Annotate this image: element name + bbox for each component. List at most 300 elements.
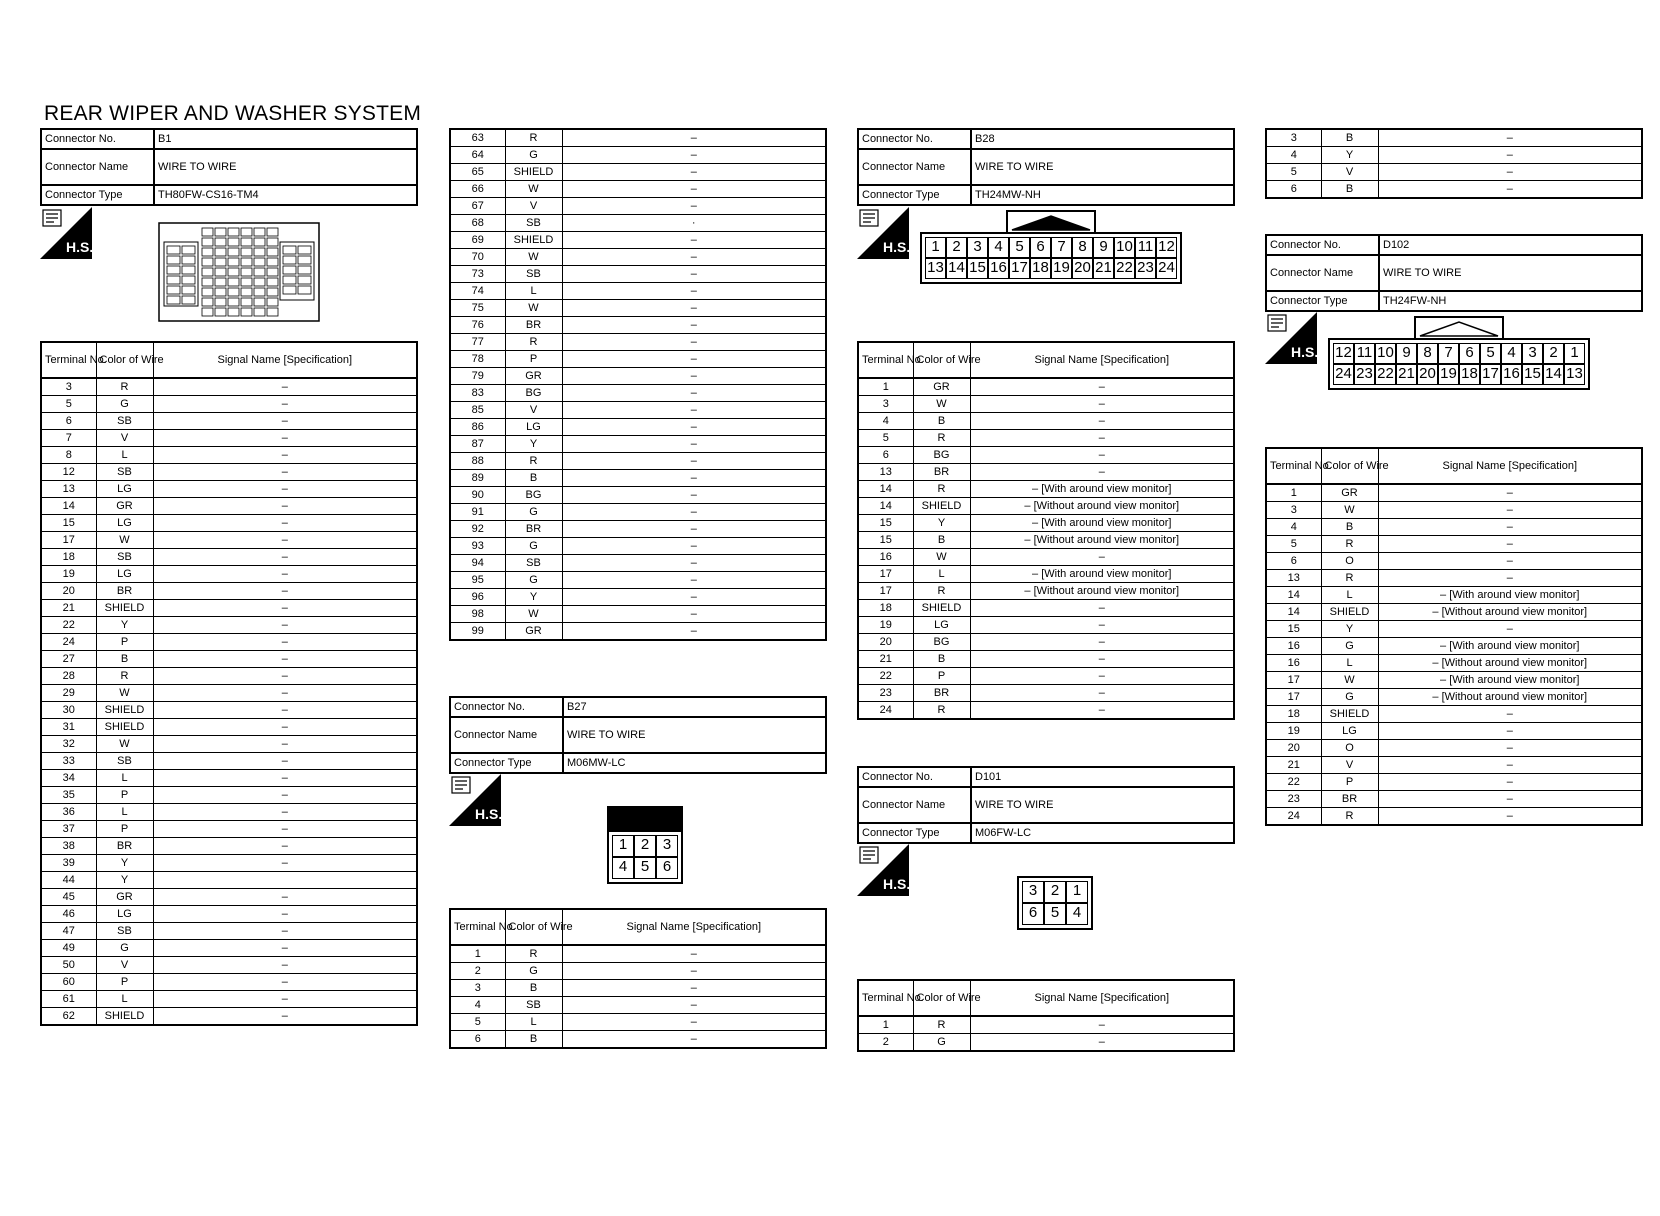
wire-color: L (505, 1014, 562, 1031)
connector-pin: 23 (1354, 364, 1375, 385)
table-row (1266, 484, 1642, 502)
signal-name: – [Without around view monitor] (1378, 689, 1642, 706)
connector-pin: 14 (1543, 364, 1564, 385)
harness-side-icon (40, 207, 92, 259)
signal-name: – (970, 549, 1234, 566)
wire-color: LG (96, 566, 153, 583)
table-row (450, 368, 826, 385)
connector-pin-row (1333, 364, 1585, 385)
terminal-no: 47 (41, 923, 96, 940)
terminal-no: 3 (41, 378, 96, 396)
signal-name: – (562, 504, 826, 521)
b1-info (40, 128, 418, 206)
table-row (450, 487, 826, 504)
table-row (450, 997, 826, 1014)
table-row (450, 453, 826, 470)
signal-name: – (153, 736, 417, 753)
table-row (1266, 502, 1642, 519)
wire-color: LG (96, 906, 153, 923)
wire-color: B (913, 651, 970, 668)
header-color: Color of Wire (505, 909, 562, 945)
wire-color: P (1321, 774, 1378, 791)
terminal-no: 61 (41, 991, 96, 1008)
connector-pin: 20 (1417, 364, 1438, 385)
terminal-no: 67 (450, 198, 505, 215)
table-row (41, 651, 417, 668)
terminal-no: 5 (1266, 164, 1321, 181)
wire-color: G (505, 538, 562, 555)
signal-name: – (1378, 129, 1642, 147)
table-row (1266, 621, 1642, 638)
table-row (858, 413, 1234, 430)
table-row (450, 164, 826, 181)
wire-color: GR (96, 498, 153, 515)
signal-name: – (562, 351, 826, 368)
signal-name: – (562, 453, 826, 470)
connector-pin: 5 (634, 857, 656, 879)
terminal-no: 50 (41, 957, 96, 974)
terminal-no: 8 (41, 447, 96, 464)
signal-name: – (970, 651, 1234, 668)
wire-color: W (505, 606, 562, 623)
terminal-no: 77 (450, 334, 505, 351)
table-row (858, 617, 1234, 634)
signal-name: – (1378, 164, 1642, 181)
terminal-no: 5 (450, 1014, 505, 1031)
connector-pin-row (612, 857, 678, 879)
table-row (450, 283, 826, 300)
b28-connector-diagram (920, 232, 1182, 284)
signal-name: – (970, 702, 1234, 720)
table-row (41, 668, 417, 685)
terminal-no: 17 (858, 566, 913, 583)
signal-name: – (153, 804, 417, 821)
signal-name: – (1378, 181, 1642, 199)
signal-name: – (970, 617, 1234, 634)
signal-name: – (970, 1016, 1234, 1034)
table-row (858, 685, 1234, 702)
terminal-no: 18 (1266, 706, 1321, 723)
d102-connector-name: WIRE TO WIRE (1379, 255, 1642, 291)
hs-label: H.S. (883, 239, 911, 255)
wire-color: BR (1321, 791, 1378, 808)
connector-pin: 24 (1156, 258, 1177, 279)
wire-color: GR (505, 623, 562, 641)
wire-color: B (1321, 129, 1378, 147)
signal-name: – (970, 447, 1234, 464)
connector-hood (1006, 210, 1096, 232)
signal-name: – (970, 413, 1234, 430)
connector-pin: 21 (1396, 364, 1417, 385)
signal-name: – (153, 498, 417, 515)
terminal-no: 7 (41, 430, 96, 447)
wire-color: LG (1321, 723, 1378, 740)
terminal-no: 79 (450, 368, 505, 385)
header-signal: Signal Name [Specification] (970, 980, 1234, 1016)
signal-name: – (1378, 484, 1642, 502)
terminal-no: 73 (450, 266, 505, 283)
wire-color: V (505, 402, 562, 419)
signal-name: – (153, 974, 417, 991)
wire-color: R (913, 1016, 970, 1034)
signal-name: – (562, 147, 826, 164)
terminal-no: 14 (858, 498, 913, 515)
label-connector-type: Connector Type (41, 185, 154, 205)
signal-name: – (153, 940, 417, 957)
terminal-no: 35 (41, 787, 96, 804)
b27-connector-name: WIRE TO WIRE (563, 717, 826, 753)
signal-name: – (153, 430, 417, 447)
signal-name: – (562, 300, 826, 317)
wire-color: R (96, 668, 153, 685)
signal-name: – (153, 770, 417, 787)
table-row (41, 600, 417, 617)
terminal-no: 24 (41, 634, 96, 651)
table-row (41, 855, 417, 872)
wire-color: G (505, 572, 562, 589)
b1-connector-diagram (158, 222, 320, 322)
table-row (450, 215, 826, 232)
signal-name: – (562, 555, 826, 572)
b28-pin-table (857, 341, 1235, 720)
label-connector-no: Connector No. (1266, 235, 1379, 255)
signal-name: – (970, 430, 1234, 447)
terminal-no: 92 (450, 521, 505, 538)
signal-name: – (970, 685, 1234, 702)
terminal-no: 60 (41, 974, 96, 991)
signal-name: – (153, 378, 417, 396)
label-connector-name: Connector Name (858, 149, 971, 185)
header-color: Color of Wire (913, 342, 970, 378)
terminal-no: 18 (858, 600, 913, 617)
header-signal: Signal Name [Specification] (562, 909, 826, 945)
terminal-no: 22 (858, 668, 913, 685)
table-row (858, 651, 1234, 668)
terminal-no: 27 (41, 651, 96, 668)
terminal-no: 94 (450, 555, 505, 572)
connector-pin: 2 (1044, 881, 1066, 903)
wire-color: BG (913, 447, 970, 464)
harness-side-icon (1265, 312, 1317, 364)
wire-color: P (96, 821, 153, 838)
signal-name: – (562, 963, 826, 980)
wire-color: O (1321, 553, 1378, 570)
signal-name: – (1378, 808, 1642, 826)
terminal-no: 13 (858, 464, 913, 481)
wire-color: W (505, 249, 562, 266)
signal-name: – (1378, 757, 1642, 774)
terminal-no: 31 (41, 719, 96, 736)
wire-color: W (1321, 502, 1378, 519)
header-color: Color of Wire (96, 342, 153, 378)
table-row (858, 1016, 1234, 1034)
wire-color: P (96, 787, 153, 804)
signal-name: – [Without around view monitor] (1378, 604, 1642, 621)
terminal-no: 16 (1266, 655, 1321, 672)
connector-pin: 13 (925, 258, 946, 279)
d101-connector-diagram (1017, 876, 1093, 930)
connector-pin-row (925, 258, 1177, 279)
terminal-no: 19 (858, 617, 913, 634)
signal-name: – (562, 181, 826, 198)
wire-color: BR (913, 464, 970, 481)
label-connector-name: Connector Name (1266, 255, 1379, 291)
label-connector-no: Connector No. (858, 767, 971, 787)
table-row (41, 923, 417, 940)
wire-color: L (1321, 587, 1378, 604)
connector-pin: 20 (1072, 258, 1093, 279)
signal-name: – (153, 464, 417, 481)
terminal-no: 83 (450, 385, 505, 402)
wire-color: R (505, 945, 562, 963)
table-row (1266, 181, 1642, 199)
wire-color: B (505, 1031, 562, 1049)
wire-color: P (505, 351, 562, 368)
connector-pin: 17 (1009, 258, 1030, 279)
wire-color: SHIELD (96, 719, 153, 736)
wire-color: R (1321, 570, 1378, 587)
table-row (1266, 774, 1642, 791)
wire-color: GR (505, 368, 562, 385)
table-row (450, 249, 826, 266)
wire-color: GR (96, 889, 153, 906)
signal-name: – (153, 634, 417, 651)
signal-name: – (970, 668, 1234, 685)
terminal-no: 5 (41, 396, 96, 413)
terminal-no: 19 (41, 566, 96, 583)
header-color: Color of Wire (913, 980, 970, 1016)
table-row (41, 838, 417, 855)
wire-color: R (913, 481, 970, 498)
wire-color: SB (96, 753, 153, 770)
wire-color: O (1321, 740, 1378, 757)
d102-info (1265, 234, 1643, 312)
table-row (858, 668, 1234, 685)
signal-name: – (562, 589, 826, 606)
table-row (450, 147, 826, 164)
signal-name: – (153, 413, 417, 430)
connector-pin: 22 (1114, 258, 1135, 279)
signal-name: – (562, 317, 826, 334)
terminal-no: 39 (41, 855, 96, 872)
terminal-no: 12 (41, 464, 96, 481)
terminal-no: 14 (1266, 587, 1321, 604)
signal-name: – (1378, 723, 1642, 740)
signal-name: – (153, 668, 417, 685)
wire-color: L (913, 566, 970, 583)
wire-color: W (505, 300, 562, 317)
table-row (450, 521, 826, 538)
table-row (41, 685, 417, 702)
wire-color: L (96, 770, 153, 787)
terminal-no: 6 (41, 413, 96, 430)
terminal-no: 34 (41, 770, 96, 787)
label-connector-type: Connector Type (858, 185, 971, 205)
table-row (1266, 672, 1642, 689)
b27-pin-table (449, 908, 827, 1049)
terminal-no: 22 (1266, 774, 1321, 791)
d101-pin-table (857, 979, 1235, 1052)
signal-name: – (562, 980, 826, 997)
connector-pin: 7 (1438, 343, 1459, 364)
table-row (1266, 808, 1642, 826)
terminal-no: 74 (450, 283, 505, 300)
terminal-no: 28 (41, 668, 96, 685)
wire-color: SB (505, 555, 562, 572)
table-row (858, 583, 1234, 600)
signal-name: – [With around view monitor] (970, 566, 1234, 583)
signal-name: – (153, 600, 417, 617)
wire-color: B (505, 980, 562, 997)
signal-name: – [With around view monitor] (970, 515, 1234, 532)
table-row (1266, 570, 1642, 587)
wire-color: W (913, 549, 970, 566)
signal-name: – (562, 419, 826, 436)
table-row (858, 515, 1234, 532)
wire-color: R (505, 129, 562, 147)
table-row (41, 702, 417, 719)
b1-pin-table (40, 341, 418, 1026)
signal-name: – (1378, 147, 1642, 164)
wire-color: LG (505, 419, 562, 436)
table-row (858, 702, 1234, 720)
connector-pin: 2 (634, 835, 656, 857)
wire-color: R (1321, 808, 1378, 826)
wire-color: G (913, 1034, 970, 1052)
table-row (41, 889, 417, 906)
connector-pin: 16 (988, 258, 1009, 279)
terminal-no: 64 (450, 147, 505, 164)
wire-color: L (96, 804, 153, 821)
table-row (1266, 723, 1642, 740)
signal-name: – [Without around view monitor] (970, 583, 1234, 600)
b1-pin-table-cont (449, 128, 827, 641)
terminal-no: 32 (41, 736, 96, 753)
terminal-no: 37 (41, 821, 96, 838)
b27-connector-no: B27 (563, 697, 826, 717)
connector-pin: 10 (1114, 237, 1135, 258)
harness-side-icon (857, 207, 909, 259)
terminal-no: 24 (858, 702, 913, 720)
terminal-no: 3 (1266, 502, 1321, 519)
wire-color: R (913, 702, 970, 720)
terminal-no: 6 (858, 447, 913, 464)
connector-pin: 5 (1009, 237, 1030, 258)
terminal-no: 18 (41, 549, 96, 566)
b27-connector-type: M06MW-LC (563, 753, 826, 773)
wire-color: R (505, 453, 562, 470)
signal-name: – (562, 572, 826, 589)
connector-pin-row (1333, 343, 1585, 364)
signal-name: – (562, 198, 826, 215)
connector-pin: 23 (1135, 258, 1156, 279)
terminal-no: 20 (1266, 740, 1321, 757)
table-row (41, 413, 417, 430)
table-row (450, 181, 826, 198)
terminal-no: 65 (450, 164, 505, 181)
connector-pin: 4 (612, 857, 634, 879)
terminal-no: 86 (450, 419, 505, 436)
signal-name: – (1378, 706, 1642, 723)
terminal-no: 78 (450, 351, 505, 368)
table-row (450, 300, 826, 317)
terminal-no: 33 (41, 753, 96, 770)
table-row (1266, 536, 1642, 553)
table-row (1266, 129, 1642, 147)
page-title: REAR WIPER AND WASHER SYSTEM (44, 102, 422, 125)
table-row (450, 945, 826, 963)
table-row (1266, 553, 1642, 570)
table-row (41, 1008, 417, 1026)
terminal-no: 6 (1266, 181, 1321, 199)
table-row (858, 532, 1234, 549)
connector-pin: 4 (988, 237, 1009, 258)
table-row (450, 572, 826, 589)
terminal-no: 85 (450, 402, 505, 419)
b27-info (449, 696, 827, 774)
wire-color: G (1321, 638, 1378, 655)
label-connector-no: Connector No. (858, 129, 971, 149)
table-row (41, 804, 417, 821)
header-terminal: Terminal No. (858, 342, 913, 378)
connector-pin: 15 (1522, 364, 1543, 385)
signal-name: – (970, 464, 1234, 481)
table-row (41, 991, 417, 1008)
table-row (450, 623, 826, 641)
table-row (1266, 587, 1642, 604)
table-row (450, 606, 826, 623)
table-row (450, 555, 826, 572)
connector-pin: 3 (967, 237, 988, 258)
d101-pin-table-cont (1265, 128, 1643, 199)
terminal-no: 6 (1266, 553, 1321, 570)
wire-color: W (96, 685, 153, 702)
terminal-no: 3 (450, 980, 505, 997)
terminal-no: 90 (450, 487, 505, 504)
signal-name: – (153, 889, 417, 906)
signal-name: – (153, 855, 417, 872)
connector-pin: 9 (1396, 343, 1417, 364)
terminal-no: 15 (858, 515, 913, 532)
signal-name: – (153, 1008, 417, 1026)
terminal-no: 75 (450, 300, 505, 317)
connector-pin: 2 (1543, 343, 1564, 364)
signal-name: – (562, 997, 826, 1014)
connector-pin: 4 (1501, 343, 1522, 364)
table-row (858, 396, 1234, 413)
signal-name: – (562, 623, 826, 641)
terminal-no: 14 (858, 481, 913, 498)
wire-color: P (96, 634, 153, 651)
terminal-no: 4 (450, 997, 505, 1014)
connector-pin: 19 (1438, 364, 1459, 385)
d101-connector-no: D101 (971, 767, 1234, 787)
signal-name: – (970, 634, 1234, 651)
wire-color: B (913, 413, 970, 430)
signal-name: – [With around view monitor] (970, 481, 1234, 498)
signal-name: – (153, 702, 417, 719)
connector-pin: 3 (656, 835, 678, 857)
wire-color: V (505, 198, 562, 215)
terminal-no: 88 (450, 453, 505, 470)
wire-color: L (1321, 655, 1378, 672)
signal-name: – (562, 538, 826, 555)
terminal-no: 1 (1266, 484, 1321, 502)
signal-name: – [Without around view monitor] (970, 532, 1234, 549)
signal-name: – (562, 1014, 826, 1031)
connector-hood (1414, 316, 1504, 338)
connector-pin: 14 (946, 258, 967, 279)
